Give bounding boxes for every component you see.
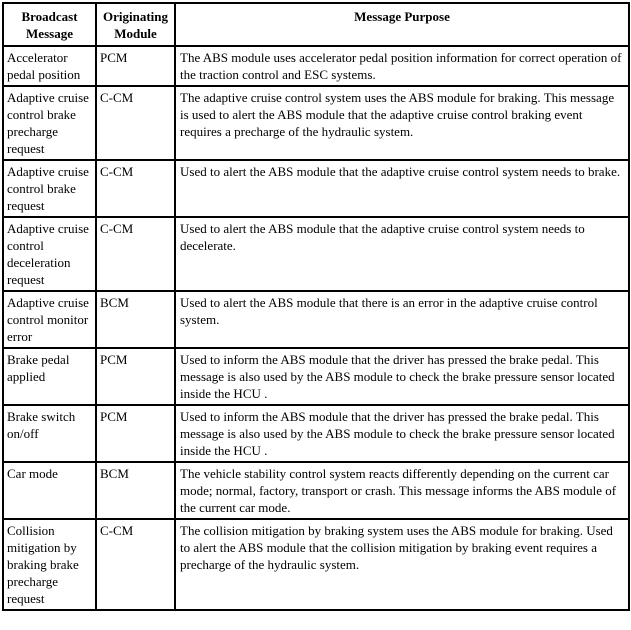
cell-module: BCM (97, 292, 176, 349)
table-row (4, 463, 630, 520)
table-row (4, 47, 630, 87)
cell-message: Brake pedal applied (4, 349, 97, 406)
cell-module: C-CM (97, 161, 176, 218)
cell-message: Collision mitigation by braking brake precharge request (4, 520, 97, 611)
cell-purpose: The vehicle stability control system reacts differently depending on the current car mode; normal, factory, transport or crash. This message informs the ABS module of the current car mode. (176, 463, 630, 520)
cell-purpose: The adaptive cruise control system uses the ABS module for braking. This message is used to alert the ABS module that the adaptive cruise control braking event requires a precharge of the hydraulic system. (176, 87, 630, 161)
cell-purpose: Used to alert the ABS module that the adaptive cruise control system needs to decelerate. (176, 218, 630, 292)
table-row (4, 218, 630, 292)
cell-message: Adaptive cruise control brake request (4, 161, 97, 218)
cell-module: C-CM (97, 218, 176, 292)
cell-module: PCM (97, 47, 176, 87)
cell-purpose: The ABS module uses accelerator pedal position information for correct operation of the traction control and ESC systems. (176, 47, 630, 87)
cell-module: PCM (97, 406, 176, 463)
cell-purpose: Used to alert the ABS module that the adaptive cruise control system needs to brake. (176, 161, 630, 218)
table-row (4, 87, 630, 161)
table-row (4, 161, 630, 218)
table-row (4, 406, 630, 463)
cell-module: C-CM (97, 520, 176, 611)
cell-message: Accelerator pedal position (4, 47, 97, 87)
cell-message: Car mode (4, 463, 97, 520)
cell-purpose: The collision mitigation by braking system uses the ABS module for braking. Used to alert the ABS module that the collision mitigation by braking event requires a precharge of the hydraulic system. (176, 520, 630, 611)
table-row (4, 520, 630, 611)
message-table-container (2, 2, 630, 611)
cell-message: Adaptive cruise control monitor error (4, 292, 97, 349)
cell-purpose: Used to alert the ABS module that there is an error in the adaptive cruise control system. (176, 292, 630, 349)
cell-purpose: Used to inform the ABS module that the driver has pressed the brake pedal. This message is also used by the ABS module to check the brake pressure sensor located inside the HCU . (176, 406, 630, 463)
header-message-purpose: Message Purpose (176, 4, 630, 47)
header-originating-module: Originating Module (97, 4, 176, 47)
cell-module: PCM (97, 349, 176, 406)
table-row (4, 349, 630, 406)
cell-module: C-CM (97, 87, 176, 161)
broadcast-message-table (2, 2, 630, 611)
cell-message: Brake switch on/off (4, 406, 97, 463)
cell-message: Adaptive cruise control deceleration request (4, 218, 97, 292)
header-broadcast-message: Broadcast Message (4, 4, 97, 47)
cell-module: BCM (97, 463, 176, 520)
table-header-row (4, 4, 630, 47)
cell-message: Adaptive cruise control brake precharge request (4, 87, 97, 161)
table-row (4, 292, 630, 349)
cell-purpose: Used to inform the ABS module that the driver has pressed the brake pedal. This message is also used by the ABS module to check the brake pressure sensor located inside the HCU . (176, 349, 630, 406)
